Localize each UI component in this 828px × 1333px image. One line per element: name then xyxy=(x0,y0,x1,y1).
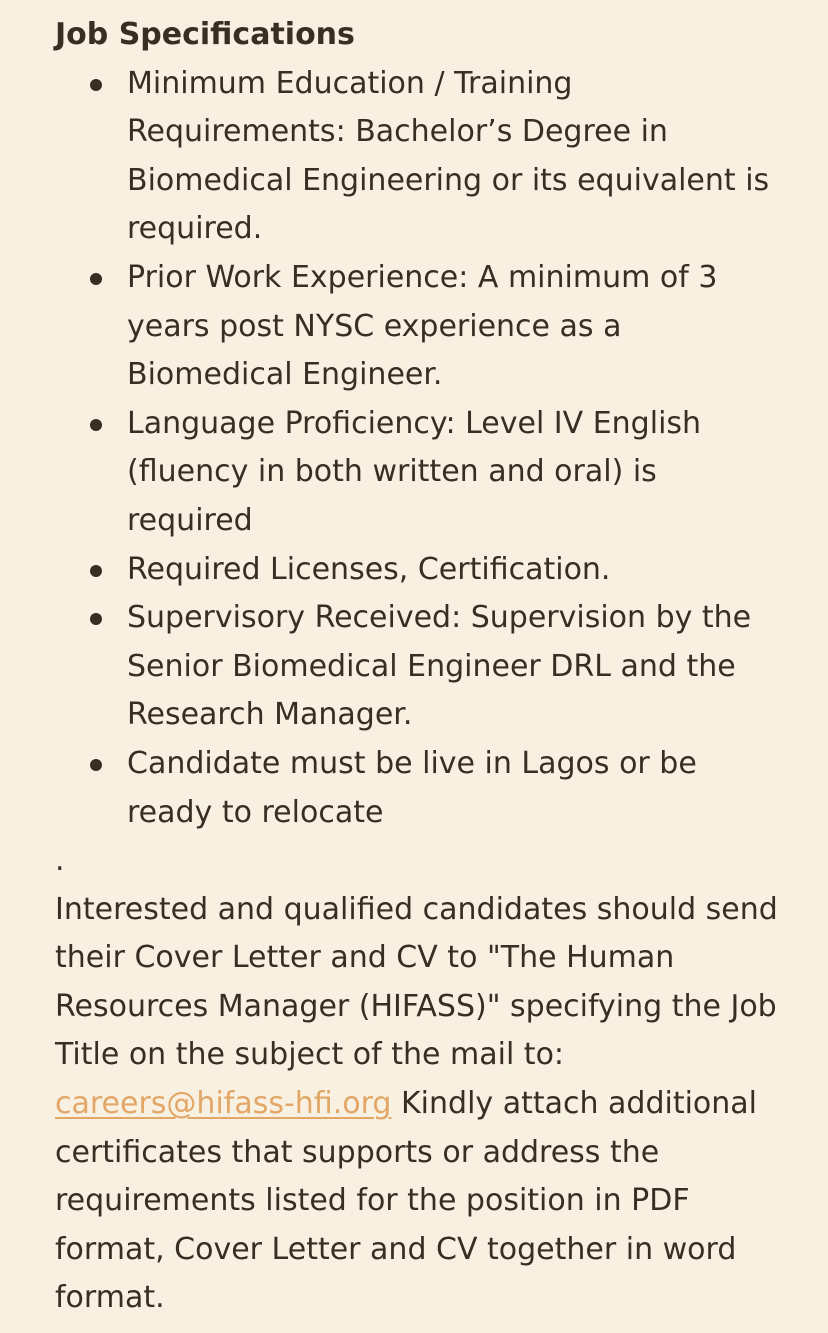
list-item-text: Required Licenses, Certification. xyxy=(127,551,611,587)
application-instructions xyxy=(55,886,788,1323)
job-specifications-list xyxy=(55,60,788,838)
application-outro: Kindly attach additional certificates that supports or address the requirements listed for the position in PDF format, Cover Letter and CV together in word format. xyxy=(55,1086,758,1316)
bullet-icon xyxy=(90,565,102,577)
list-item-text: Supervisory Received: Supervision by the Senior Biomedical Engineer DRL and the Research Manager. xyxy=(127,600,752,733)
list-item xyxy=(127,594,788,740)
bullet-icon xyxy=(90,759,102,771)
list-item xyxy=(127,546,788,595)
list-item xyxy=(127,254,788,400)
section-heading: Job Specifications xyxy=(55,17,355,52)
bullet-icon xyxy=(90,613,102,625)
email-link[interactable]: careers@hifass-hfi.org xyxy=(55,1086,392,1122)
list-item-text: Candidate must be live in Lagos or be ready to relocate xyxy=(127,745,697,830)
list-item xyxy=(127,400,788,546)
list-item-text: Language Proficiency: Level IV English (fluency in both written and oral) is required xyxy=(127,405,702,538)
list-item xyxy=(127,60,788,254)
bullet-icon xyxy=(90,419,102,431)
bullet-icon xyxy=(90,79,102,91)
bullet-icon xyxy=(90,273,102,285)
application-intro: Interested and qualified candidates should send their Cover Letter and CV to "The Human Resources Manager (HIFASS)" specifying the Job Title on the subject of the mail to: xyxy=(55,891,778,1073)
list-item-text: Prior Work Experience: A minimum of 3 years post NYSC experience as a Biomedical Engineer. xyxy=(127,259,718,393)
separator-dot: . xyxy=(55,843,65,879)
list-item-text: Minimum Education / Training Requirements: Bachelor’s Degree in Biomedical Engineering or its equivalent is required. xyxy=(127,65,770,247)
list-item xyxy=(127,740,788,837)
